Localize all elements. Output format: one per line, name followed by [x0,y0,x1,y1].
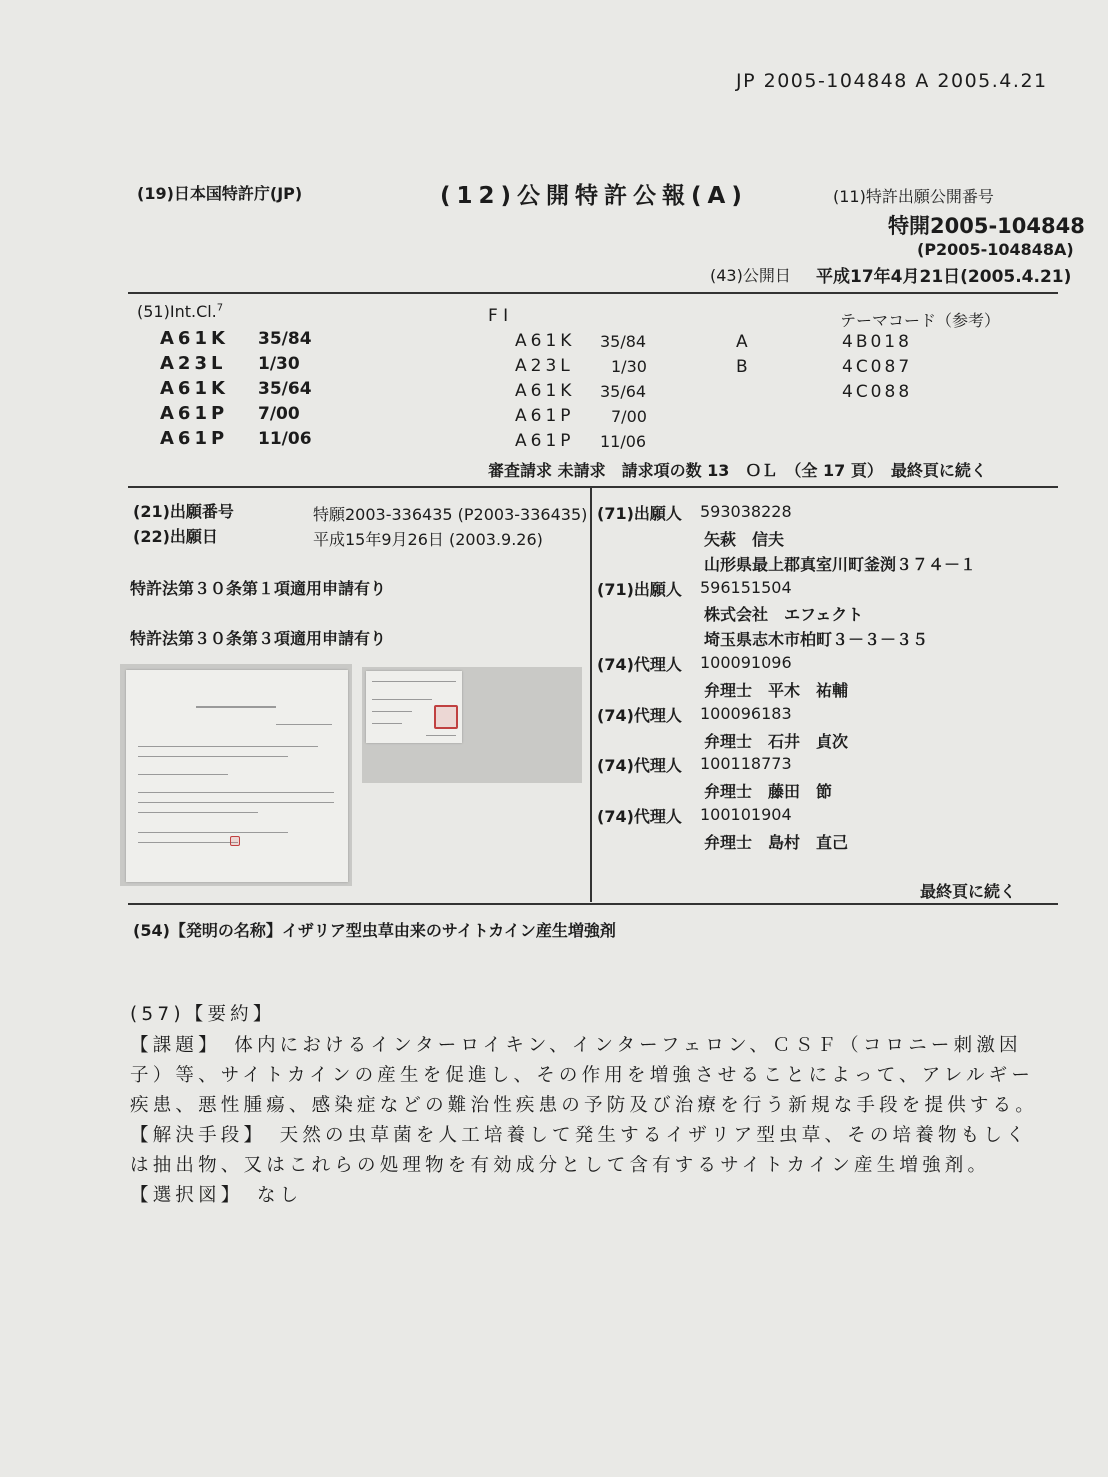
fi-group: 1/30 [611,357,647,376]
intcl-group: 7/00 [258,404,300,424]
party-label: (74)代理人 [597,807,682,826]
intcl-group: 11/06 [258,429,312,449]
abstract-label: (57)【要約】 [130,1004,276,1025]
party-name: 弁理士 島村 直己 [704,833,849,852]
party-id: 596151504 [700,578,792,597]
intcl-class: A61K [160,328,229,349]
party-id: 100101904 [700,805,792,824]
fi-group: 35/64 [600,382,647,401]
fi-class: A61P [515,431,575,451]
intcl-class: A23L [160,353,227,374]
party-name: 株式会社 エフェクト [704,605,864,624]
party-address: 山形県最上郡真室川町釜渕３７４－１ [704,555,977,574]
theme-code: 4C088 [842,382,913,402]
fi-class: A61K [515,331,576,351]
abstract-line: 疾患、悪性腫瘍、感染症などの難治性疾患の予防及び治療を行う新規な手段を提供する。 [130,1095,1039,1116]
party-label: (74)代理人 [597,706,682,725]
party-id: 593038228 [700,502,792,521]
party-label: (74)代理人 [597,756,682,775]
abstract-line: 【解決手段】 天然の虫草菌を人工培養して発生するイザリア型虫草、その培養物もしく [130,1125,1029,1146]
fi-suffix: A [736,332,748,352]
fi-label: F I [488,306,509,326]
fi-class: A23L [515,356,574,376]
patent-office: (19)日本国特許庁(JP) [137,184,303,203]
exception-note-2: 特許法第３０条第３項適用申請有り [130,629,387,648]
publication-number-alt: (P2005-104848A) [917,240,1074,259]
party-label: (71)出願人 [597,580,682,599]
exception-note-1: 特許法第３０条第１項適用申請有り [130,579,387,598]
fi-group: 35/84 [600,332,647,351]
abstract-line: 【選択図】 なし [130,1185,303,1206]
application-number: 特願2003-336435 (P2003-336435) [313,505,588,524]
party-label: (71)出願人 [597,504,682,523]
abstract-line: 子）等、サイトカインの産生を促進し、その作用を増強させることによって、アレルギー [130,1065,1035,1086]
examination-status: 審査請求 未請求 請求項の数 13 ＯＬ （全 17 頁） 最終頁に続く [488,461,987,480]
intcl-class: A61P [160,428,229,449]
application-date-label: (22)出願日 [133,527,218,546]
fi-group: 11/06 [600,432,647,451]
intcl-group: 35/64 [258,379,312,399]
publication-kind: (12)公開特許公報(A) [440,183,748,209]
party-id: 100096183 [700,704,792,723]
invention-title-label: (54)【発明の名称】 [133,921,282,940]
fi-group: 7/00 [611,407,647,426]
party-name: 弁理士 藤田 節 [704,782,833,801]
divider-bottom [128,903,1058,905]
intcl-group: 1/30 [258,354,300,374]
intcl-label: (51)Int.Cl.$^7$ [137,302,224,321]
divider-middle [128,486,1058,488]
theme-code-label: テーマコード（参考） [840,311,1001,330]
publication-date: 平成17年4月21日(2005.4.21) [816,267,1072,287]
column-divider [590,488,592,902]
party-name: 矢萩 信夫 [704,530,785,549]
attached-document-photo [120,664,352,886]
application-number-label: (21)出願番号 [133,502,234,521]
intcl-class: A61P [160,403,229,424]
divider-top [128,292,1058,294]
party-label: (74)代理人 [597,655,682,674]
party-id: 100091096 [700,653,792,672]
abstract-line: は抽出物、又はこれらの処理物を有効成分として含有するサイトカイン産生増強剤。 [130,1155,991,1176]
invention-title: イザリア型虫草由来のサイトカイン産生増強剤 [281,921,616,940]
application-date: 平成15年9月26日 (2003.9.26) [313,530,543,549]
fi-suffix: B [736,357,748,377]
fi-class: A61P [515,406,575,426]
party-name: 弁理士 平木 祐輔 [704,681,849,700]
theme-code: 4B018 [842,332,912,352]
invention-title-row [133,918,616,941]
document-reference: JP 2005-104848 A 2005.4.21 [736,70,1048,92]
intcl-class: A61K [160,378,229,399]
party-id: 100118773 [700,754,792,773]
publication-date-label: (43)公開日 [710,266,791,285]
abstract-line: 【課題】 体内におけるインターロイキン、インターフェロン、ＣＳＦ（コロニー刺激因 [130,1035,1022,1056]
publication-number-label: (11)特許出願公開番号 [833,187,994,206]
theme-code: 4C087 [842,357,913,377]
party-address: 埼玉県志木市柏町３－３－３５ [704,630,929,649]
intcl-group: 35/84 [258,329,312,349]
publication-number: 特開2005-104848 [888,214,1085,238]
continued-note: 最終頁に続く [920,882,1017,901]
party-name: 弁理士 石井 貞次 [704,732,849,751]
fi-class: A61K [515,381,576,401]
attached-receipt-photo [362,667,582,783]
